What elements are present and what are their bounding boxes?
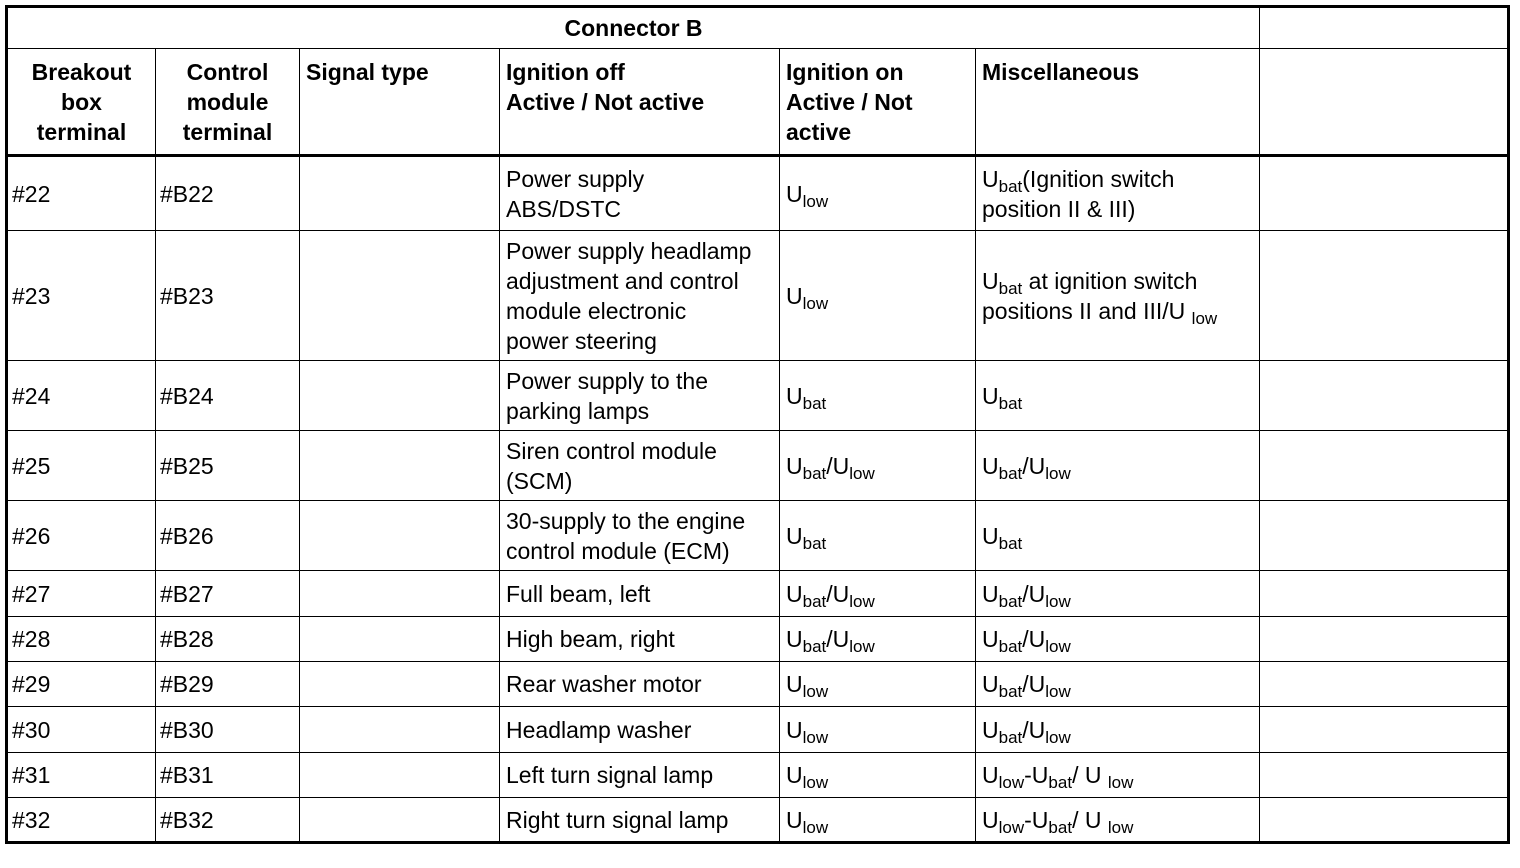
breakout-box-terminal: #28: [7, 617, 156, 662]
breakout-box-terminal: #24: [7, 361, 156, 431]
voltage-text: U: [982, 382, 999, 409]
miscellaneous-value: [976, 571, 1260, 617]
voltage-subscript: bat: [998, 637, 1023, 656]
blank-cell: [1260, 707, 1509, 753]
voltage-text: /U: [826, 626, 850, 652]
voltage-subscript: low: [1191, 308, 1218, 328]
voltage-text: U: [786, 382, 803, 409]
signal-type: [300, 707, 500, 753]
blank-cell: [1260, 617, 1509, 662]
ignition-off-description: 30-supply to the engine control module (ECM): [500, 501, 780, 571]
blank-cell: [1260, 501, 1509, 571]
table-row: [7, 753, 1509, 798]
control-module-terminal: #B28: [156, 617, 300, 662]
voltage-text: / U: [1072, 806, 1108, 833]
voltage-subscript: low: [1107, 773, 1134, 792]
control-module-terminal: #B32: [156, 798, 300, 843]
table-row: [7, 431, 1509, 501]
ignition-on-value: [780, 431, 976, 501]
voltage-text: U: [982, 806, 999, 833]
voltage-text: /U: [1022, 716, 1046, 743]
miscellaneous-value: [976, 501, 1260, 571]
voltage-subscript: bat: [998, 176, 1023, 196]
voltage-text: /U: [1022, 452, 1046, 479]
voltage-subscript: low: [802, 817, 829, 837]
control-module-terminal: #B30: [156, 707, 300, 753]
voltage-text: U: [982, 267, 999, 294]
ignition-off-description: Left turn signal lamp: [500, 753, 780, 798]
ignition-off-description: High beam, right: [500, 617, 780, 662]
voltage-subscript: bat: [998, 727, 1023, 747]
miscellaneous-value: [976, 753, 1260, 798]
blank-cell: [1260, 156, 1509, 231]
header-signal-type: Signal type: [300, 49, 500, 156]
header-breakout-box-terminal: Breakout box terminal: [7, 49, 156, 156]
signal-type: [300, 231, 500, 361]
breakout-box-terminal: #27: [7, 571, 156, 617]
title-row: [7, 7, 1509, 49]
ignition-on-value: [780, 798, 976, 843]
voltage-subscript: low: [849, 463, 875, 483]
ignition-on-value: [780, 501, 976, 571]
voltage-subscript: bat: [802, 637, 827, 656]
voltage-subscript: low: [849, 591, 875, 611]
signal-type: [300, 361, 500, 431]
control-module-terminal: #B22: [156, 156, 300, 231]
table-row: [7, 361, 1509, 431]
blank-cell: [1260, 753, 1509, 798]
voltage-text: /U: [1022, 626, 1046, 652]
blank-cell: [1260, 231, 1509, 361]
voltage-text: / U: [1072, 762, 1108, 788]
voltage-text: U: [982, 580, 999, 607]
voltage-text: U: [786, 671, 803, 697]
voltage-subscript: low: [802, 773, 829, 792]
ignition-on-value: [780, 571, 976, 617]
voltage-subscript: low: [1045, 591, 1071, 611]
blank-cell: [1260, 7, 1509, 49]
blank-cell: [1260, 662, 1509, 707]
table-row: [7, 662, 1509, 707]
signal-type: [300, 501, 500, 571]
voltage-text: /U: [826, 580, 850, 607]
voltage-text: /U: [1022, 580, 1046, 607]
ignition-on-value: [780, 662, 976, 707]
signal-type: [300, 662, 500, 707]
ignition-off-description: Headlamp washer: [500, 707, 780, 753]
control-module-terminal: #B26: [156, 501, 300, 571]
voltage-text: U: [786, 522, 803, 549]
voltage-text: at ignition switch positions II and III/U: [982, 267, 1198, 324]
table-row: [7, 707, 1509, 753]
signal-type: [300, 156, 500, 231]
voltage-subscript: bat: [998, 278, 1023, 298]
blank-cell: [1260, 49, 1509, 156]
voltage-subscript: bat: [802, 533, 827, 553]
ignition-on-value: [780, 231, 976, 361]
signal-type: [300, 571, 500, 617]
header-miscellaneous: Miscellaneous: [976, 49, 1260, 156]
signal-type: [300, 798, 500, 843]
voltage-text: U: [786, 716, 803, 743]
breakout-box-terminal: #29: [7, 662, 156, 707]
voltage-subscript: bat: [802, 393, 827, 413]
ignition-off-description: Right turn signal lamp: [500, 798, 780, 843]
voltage-subscript: low: [802, 727, 829, 747]
table-row: [7, 798, 1509, 843]
ignition-on-value: [780, 156, 976, 231]
control-module-terminal: #B27: [156, 571, 300, 617]
breakout-box-terminal: #30: [7, 707, 156, 753]
voltage-text: U: [786, 762, 803, 788]
voltage-text: U: [786, 580, 803, 607]
voltage-subscript: bat: [998, 682, 1023, 701]
voltage-subscript: low: [1045, 682, 1071, 701]
voltage-subscript: bat: [802, 463, 827, 483]
voltage-text: U: [982, 716, 999, 743]
blank-cell: [1260, 431, 1509, 501]
ignition-off-description: Full beam, left: [500, 571, 780, 617]
header-ignition-off: Ignition off Active / Not active: [500, 49, 780, 156]
voltage-text: /U: [826, 452, 850, 479]
ignition-off-description: Power supply headlamp adjustment and control module electronic power steering: [500, 231, 780, 361]
table-row: [7, 617, 1509, 662]
breakout-box-terminal: #31: [7, 753, 156, 798]
voltage-text: U: [982, 762, 999, 788]
blank-cell: [1260, 361, 1509, 431]
voltage-text: U: [786, 180, 803, 207]
control-module-terminal: #B24: [156, 361, 300, 431]
ignition-off-description: Rear washer motor: [500, 662, 780, 707]
ignition-off-description: Power supply ABS/DSTC: [500, 156, 780, 231]
voltage-subscript: low: [1045, 727, 1071, 747]
voltage-subscript: bat: [802, 591, 827, 611]
breakout-box-terminal: #22: [7, 156, 156, 231]
header-ignition-on: Ignition on Active / Not active: [780, 49, 976, 156]
voltage-text: U: [982, 626, 999, 652]
breakout-box-terminal: #25: [7, 431, 156, 501]
ignition-on-value: [780, 753, 976, 798]
control-module-terminal: #B29: [156, 662, 300, 707]
voltage-subscript: low: [849, 637, 875, 656]
control-module-terminal: #B23: [156, 231, 300, 361]
voltage-subscript: bat: [1048, 773, 1073, 792]
control-module-terminal: #B31: [156, 753, 300, 798]
voltage-subscript: low: [1045, 463, 1071, 483]
miscellaneous-value: [976, 798, 1260, 843]
voltage-text: U: [786, 626, 803, 652]
voltage-text: U: [982, 452, 999, 479]
breakout-box-terminal: #23: [7, 231, 156, 361]
table-row: [7, 156, 1509, 231]
header-row: [7, 49, 1509, 156]
table-row: [7, 571, 1509, 617]
ignition-off-description: Power supply to the parking lamps: [500, 361, 780, 431]
breakout-box-terminal: #32: [7, 798, 156, 843]
miscellaneous-value: [976, 361, 1260, 431]
signal-type: [300, 753, 500, 798]
voltage-subscript: low: [802, 191, 829, 211]
blank-cell: [1260, 571, 1509, 617]
voltage-subscript: bat: [998, 533, 1023, 553]
voltage-subscript: bat: [998, 393, 1023, 413]
voltage-text: (Ignition switch position II & III): [982, 165, 1175, 222]
miscellaneous-value: [976, 617, 1260, 662]
ignition-off-description: Siren control module (SCM): [500, 431, 780, 501]
table-row: [7, 501, 1509, 571]
voltage-text: U: [786, 282, 803, 309]
miscellaneous-value: [976, 431, 1260, 501]
voltage-subscript: low: [802, 293, 829, 313]
voltage-text: -U: [1024, 806, 1049, 833]
voltage-text: U: [982, 671, 999, 697]
miscellaneous-value: [976, 231, 1260, 361]
ignition-on-value: [780, 707, 976, 753]
miscellaneous-value: [976, 156, 1260, 231]
ignition-on-value: [780, 617, 976, 662]
miscellaneous-value: [976, 707, 1260, 753]
signal-type: [300, 431, 500, 501]
breakout-box-terminal: #26: [7, 501, 156, 571]
voltage-subscript: bat: [1048, 817, 1073, 837]
connector-b-table: [5, 5, 1510, 844]
voltage-subscript: bat: [998, 591, 1023, 611]
voltage-text: /U: [1022, 671, 1046, 697]
voltage-subscript: low: [998, 817, 1025, 837]
table-row: [7, 231, 1509, 361]
blank-cell: [1260, 798, 1509, 843]
ignition-on-value: [780, 361, 976, 431]
table-title: Connector B: [7, 7, 1260, 49]
voltage-text: -U: [1024, 762, 1049, 788]
voltage-text: U: [786, 452, 803, 479]
header-control-module-terminal: Control module terminal: [156, 49, 300, 156]
voltage-subscript: low: [998, 773, 1025, 792]
voltage-subscript: low: [1045, 637, 1071, 656]
voltage-subscript: low: [802, 682, 829, 701]
voltage-subscript: low: [1107, 817, 1134, 837]
voltage-subscript: bat: [998, 463, 1023, 483]
signal-type: [300, 617, 500, 662]
voltage-text: U: [786, 806, 803, 833]
voltage-text: U: [982, 165, 999, 192]
control-module-terminal: #B25: [156, 431, 300, 501]
voltage-text: U: [982, 522, 999, 549]
miscellaneous-value: [976, 662, 1260, 707]
